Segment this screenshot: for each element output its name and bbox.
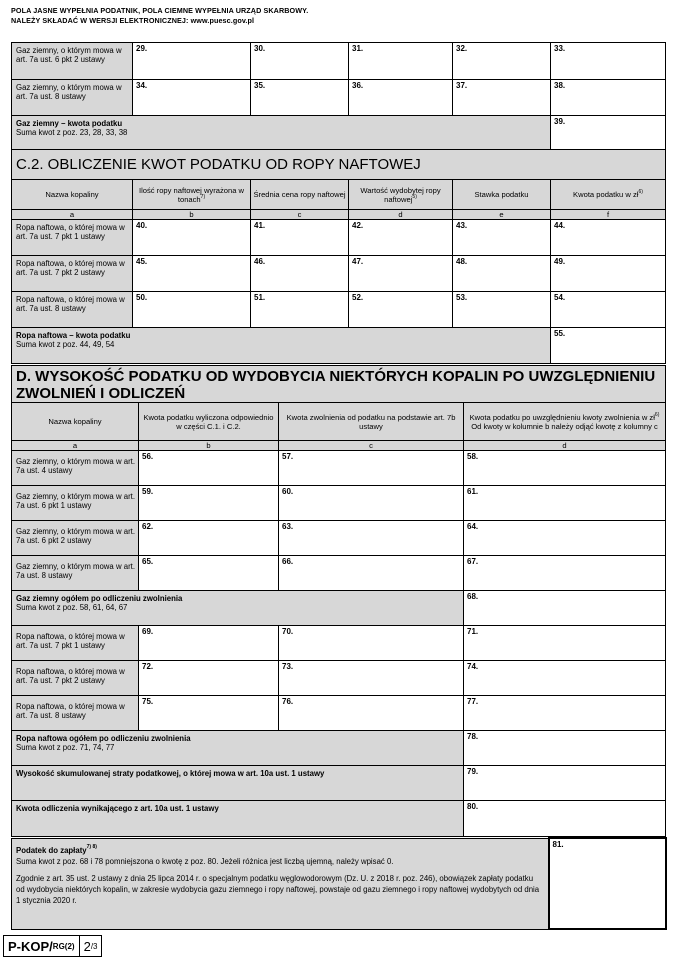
field-67[interactable]: 67.	[464, 556, 666, 591]
field-40[interactable]: 40.	[133, 220, 251, 256]
c2-header-value: Wartość wydobytej ropy naftowej$^{5)}$	[349, 180, 453, 210]
c2-header-quantity: Ilość ropy naftowej wyrażona w tonach$^{7)}$	[133, 180, 251, 210]
field-71[interactable]: 71.	[464, 626, 666, 661]
column-letter: e	[453, 210, 551, 220]
field-38[interactable]: 38.	[551, 80, 666, 116]
column-letter: c	[251, 210, 349, 220]
field-50[interactable]: 50.	[133, 292, 251, 328]
field-64[interactable]: 64.	[464, 521, 666, 556]
tax-due-title: Podatek do zapłaty	[16, 845, 87, 855]
field-48[interactable]: 48.	[453, 256, 551, 292]
d-oil-total-label	[12, 731, 464, 766]
field-74[interactable]: 74.	[464, 661, 666, 696]
field-69[interactable]: 69.	[139, 626, 279, 661]
field-47[interactable]: 47.	[349, 256, 453, 292]
d-oil-row-label: Ropa naftowa, o której mowa w art. 7a ust. 7 pkt 1 ustawy	[12, 626, 139, 661]
field-53[interactable]: 53.	[453, 292, 551, 328]
field-39[interactable]: 39.	[551, 116, 666, 150]
field-51[interactable]: 51.	[251, 292, 349, 328]
d-oil-total-title: Ropa naftowa ogółem po odliczeniu zwolnienia	[16, 734, 191, 743]
d-gas-row-label: Gaz ziemny, o którym mowa w art. 7a ust. 8 ustawy	[12, 556, 139, 591]
field-52[interactable]: 52.	[349, 292, 453, 328]
d-gas-total-title: Gaz ziemny ogółem po odliczeniu zwolnienia	[16, 594, 183, 603]
field-33[interactable]: 33.	[551, 43, 666, 80]
column-letter: b	[133, 210, 251, 220]
c2-total-label	[12, 328, 551, 364]
d-loss-label: Wysokość skumulowanej straty podatkowej, o której mowa w art. 10a ust. 1 ustawy	[12, 766, 464, 801]
field-62[interactable]: 62.	[139, 521, 279, 556]
field-61[interactable]: 61.	[464, 486, 666, 521]
field-31[interactable]: 31.	[349, 43, 453, 80]
form-code: P-KOP/ RG(2)	[3, 935, 80, 957]
header-line-2: NALEŻY SKŁADAĆ W WERSJI ELEKTRONICZNEJ: www.puesc.gov.pl	[11, 16, 255, 25]
c2-header-rate: Stawka podatku	[453, 180, 551, 210]
tax-due-label: Podatek do zapłaty$^{7) 8)}$ Suma kwot z poz. 68 i 78 pomniejszona o kwotę z poz. 80. Jeżeli różnica jest liczbą ujemną, należy wpisać 0. Zgodnie z art. 35 ust. 2 ustawy z dnia 25 lipca 2014 r. o specjalnym podatku węglowodorowym (Dz. U. z 2018 r. poz. 246), obowiązek zapłaty podatku od wydobycia niektórych kopalin, w zakresie wydobycia gazu ziemnego i ropy naftowej, powstaje od gazu ziemnego i ropy naftowej wydobytych od dnia 1 stycznia 2020 r.	[12, 838, 549, 929]
field-81[interactable]: 81.	[549, 838, 666, 929]
field-36[interactable]: 36.	[349, 80, 453, 116]
d-header-computed: Kwota podatku wyliczona odpowiednio w części C.1. i C.2.	[139, 403, 279, 441]
tax-due-line1: Suma kwot z poz. 68 i 78 pomniejszona o kwotę z poz. 80. Jeżeli różnica jest liczbą ujemną, należy wpisać 0.	[16, 856, 394, 866]
column-letter: d	[464, 441, 666, 451]
d-gas-row-label: Gaz ziemny, o którym mowa w art. 7a ust. 6 pkt 2 ustawy	[12, 521, 139, 556]
c2-header-name: Nazwa kopaliny	[12, 180, 133, 210]
c2-row-label: Ropa naftowa, o której mowa w art. 7a ust. 8 ustawy	[12, 292, 133, 328]
c2-header-tax: Kwota podatku w $zł^{6)}$	[551, 180, 666, 210]
d-gas-row-label: Gaz ziemny, o którym mowa w art. 7a ust. 6 pkt 1 ustawy	[12, 486, 139, 521]
c2-row-label: Ropa naftowa, o której mowa w art. 7a ust. 7 pkt 2 ustawy	[12, 256, 133, 292]
d-header-after-exemption: Kwota podatku po uwzględnieniu kwoty zwolnienia w $zł^{6)}$ Od kwoty w kolumnie b należy odjąć kwotę z kolumny c	[464, 403, 666, 441]
c2-total-title: Ropa naftowa – kwota podatku	[16, 331, 131, 340]
field-41[interactable]: 41.	[251, 220, 349, 256]
form-header	[11, 6, 308, 26]
field-43[interactable]: 43.	[453, 220, 551, 256]
field-80[interactable]: 80.	[464, 801, 666, 837]
field-76[interactable]: 76.	[279, 696, 464, 731]
field-46[interactable]: 46.	[251, 256, 349, 292]
field-77[interactable]: 77.	[464, 696, 666, 731]
field-42[interactable]: 42.	[349, 220, 453, 256]
field-73[interactable]: 73.	[279, 661, 464, 696]
field-45[interactable]: 45.	[133, 256, 251, 292]
field-44[interactable]: 44.	[551, 220, 666, 256]
d-oil-total-sub: Suma kwot z poz. 71, 74, 77	[16, 743, 115, 752]
section-c2-title: C.2. OBLICZENIE KWOT PODATKU OD ROPY NAFTOWEJ	[12, 150, 666, 180]
tax-due-table	[11, 837, 667, 930]
field-75[interactable]: 75.	[139, 696, 279, 731]
field-78[interactable]: 78.	[464, 731, 666, 766]
field-65[interactable]: 65.	[139, 556, 279, 591]
page-number: 2 /3	[80, 935, 103, 957]
field-68[interactable]: 68.	[464, 591, 666, 626]
field-34[interactable]: 34.	[133, 80, 251, 116]
field-56[interactable]: 56.	[139, 451, 279, 486]
d-deduction-label: Kwota odliczenia wynikającego z art. 10a ust. 1 ustawy	[12, 801, 464, 837]
column-letter: f	[551, 210, 666, 220]
c2-header-price: Średnia cena ropy naftowej	[251, 180, 349, 210]
form-footer	[3, 935, 102, 957]
c1-row-label: Gaz ziemny, o którym mowa w art. 7a ust. 6 pkt 2 ustawy	[12, 43, 133, 80]
column-letter: a	[12, 441, 139, 451]
field-29[interactable]: 29.	[133, 43, 251, 80]
field-30[interactable]: 30.	[251, 43, 349, 80]
field-59[interactable]: 59.	[139, 486, 279, 521]
field-54[interactable]: 54.	[551, 292, 666, 328]
field-49[interactable]: 49.	[551, 256, 666, 292]
field-58[interactable]: 58.	[464, 451, 666, 486]
c1-row-label: Gaz ziemny, o którym mowa w art. 7a ust. 8 ustawy	[12, 80, 133, 116]
d-gas-total-sub: Suma kwot z poz. 58, 61, 64, 67	[16, 603, 128, 612]
d-header-sub: Od kwoty w kolumnie b należy odjąć kwotę z kolumny c	[471, 421, 658, 431]
c1-total-sub: Suma kwot z poz. 23, 28, 33, 38	[16, 128, 128, 137]
c1-total-label	[12, 116, 551, 150]
c1-total-title: Gaz ziemny – kwota podatku	[16, 119, 123, 128]
column-letter: a	[12, 210, 133, 220]
field-32[interactable]: 32.	[453, 43, 551, 80]
field-70[interactable]: 70.	[279, 626, 464, 661]
field-35[interactable]: 35.	[251, 80, 349, 116]
section-d-title: D. WYSOKOŚĆ PODATKU OD WYDOBYCIA NIEKTÓRYCH KOPALIN PO UWZGLĘDNIENIU ZWOLNIEŃ I ODLICZEŃ	[12, 366, 666, 403]
section-d-table	[11, 365, 666, 837]
d-gas-row-label: Gaz ziemny, o którym mowa w art. 7a ust. 4 ustawy	[12, 451, 139, 486]
field-79[interactable]: 79.	[464, 766, 666, 801]
field-72[interactable]: 72.	[139, 661, 279, 696]
c2-total-sub: Suma kwot z poz. 44, 49, 54	[16, 340, 115, 349]
field-55[interactable]: 55.	[551, 328, 666, 364]
c2-row-label: Ropa naftowa, o której mowa w art. 7a ust. 7 pkt 1 ustawy	[12, 220, 133, 256]
d-oil-row-label: Ropa naftowa, o której mowa w art. 7a ust. 7 pkt 2 ustawy	[12, 661, 139, 696]
d-header-exemption: Kwota zwolnienia od podatku na podstawie art. 7b ustawy	[279, 403, 464, 441]
header-line-1: POLA JASNE WYPEŁNIA PODATNIK, POLA CIEMNE WYPEŁNIA URZĄD SKARBOWY.	[11, 6, 309, 15]
column-letter: c	[279, 441, 464, 451]
field-60[interactable]: 60.	[279, 486, 464, 521]
column-letter: d	[349, 210, 453, 220]
d-oil-row-label: Ropa naftowa, o której mowa w art. 7a ust. 8 ustawy	[12, 696, 139, 731]
column-letter: b	[139, 441, 279, 451]
field-57[interactable]: 57.	[279, 451, 464, 486]
d-gas-total-label	[12, 591, 464, 626]
d-header-name: Nazwa kopaliny	[12, 403, 139, 441]
section-c-table	[11, 42, 666, 364]
field-66[interactable]: 66.	[279, 556, 464, 591]
field-37[interactable]: 37.	[453, 80, 551, 116]
tax-due-line2: Zgodnie z art. 35 ust. 2 ustawy z dnia 25 lipca 2014 r. o specjalnym podatku węglowodorowym (Dz. U. z 2018 r. poz. 246), obowiązek zapłaty podatku od wydobycia niektórych kopalin, w zakresie wydobycia gazu ziemnego i ropy naftowej, powstaje od gazu ziemnego i ropy naftowej wydobytych od dnia 1 stycznia 2020 r.	[16, 873, 540, 905]
field-63[interactable]: 63.	[279, 521, 464, 556]
